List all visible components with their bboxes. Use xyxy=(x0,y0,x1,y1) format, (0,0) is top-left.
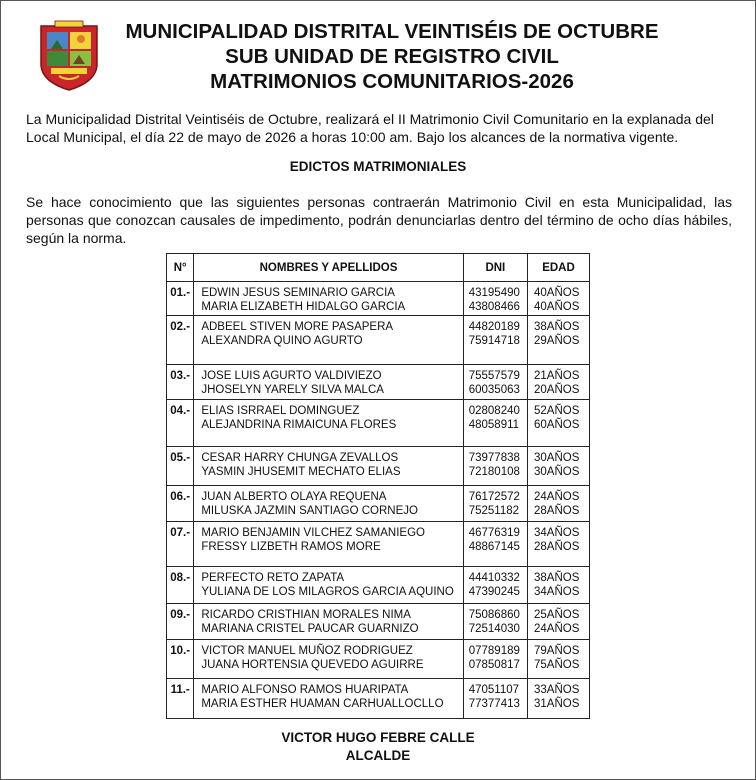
person-name: FRESSY LIZBETH RAMOS MORE xyxy=(201,541,381,553)
row-age-cell xyxy=(527,567,589,604)
dni-value: 75251182 xyxy=(468,505,520,517)
person-name: YASMIN JHUSEMIT MECHATO ELIAS xyxy=(201,466,401,478)
table-row xyxy=(167,640,590,679)
dni-value: 77377413 xyxy=(468,698,520,710)
row-dni-cell xyxy=(463,400,527,447)
age-value: 75AÑOS xyxy=(533,659,580,671)
table-row xyxy=(167,365,590,400)
dni-value: 02808240 xyxy=(468,405,520,417)
age-value: 30AÑOS xyxy=(533,466,580,478)
mayor-name: VICTOR HUGO FEBRE CALLE xyxy=(281,730,475,745)
dni-value: 07789189 xyxy=(468,645,520,657)
person-name: VICTOR MANUEL MUÑOZ RODRIGUEZ xyxy=(201,645,413,657)
row-number: 01.- xyxy=(167,282,194,316)
table-row xyxy=(167,400,590,447)
row-age-cell xyxy=(527,316,589,365)
person-name: MARIA ESTHER HUAMAN CARHUALLOCLLO xyxy=(201,698,444,710)
table-row xyxy=(167,679,590,719)
row-number: 05.- xyxy=(167,447,194,486)
header-dni: DNI xyxy=(463,254,527,282)
row-age-cell xyxy=(527,400,589,447)
age-value: 60AÑOS xyxy=(533,419,580,431)
dni-value: 75914718 xyxy=(468,335,520,347)
person-name: JUANA HORTENSIA QUEVEDO AGUIRRE xyxy=(201,659,424,671)
table-row xyxy=(167,282,590,316)
row-dni-cell xyxy=(463,640,527,679)
row-names-cell xyxy=(194,447,463,486)
dni-value: 43195490 xyxy=(468,287,520,299)
document-header xyxy=(100,19,684,94)
row-number: 06.- xyxy=(167,486,194,522)
age-value: 40AÑOS xyxy=(533,301,580,313)
age-value: 25AÑOS xyxy=(533,609,580,621)
row-names-cell xyxy=(194,316,463,365)
row-dni-cell xyxy=(463,282,527,316)
row-dni-cell xyxy=(463,316,527,365)
dni-value: 48058911 xyxy=(468,419,520,431)
row-number: 04.- xyxy=(167,400,194,447)
header-names: NOMBRES Y APELLIDOS xyxy=(194,254,463,282)
dni-value: 44820189 xyxy=(468,321,520,333)
age-value: 38AÑOS xyxy=(533,572,580,584)
age-value: 31AÑOS xyxy=(533,698,580,710)
row-age-cell xyxy=(527,640,589,679)
age-value: 33AÑOS xyxy=(533,684,580,696)
person-name: JUAN ALBERTO OLAYA REQUENA xyxy=(201,491,387,503)
person-name: JHOSELYN YARELY SILVA MALCA xyxy=(201,384,384,396)
dni-value: 73977838 xyxy=(468,452,520,464)
row-number: 08.- xyxy=(167,567,194,604)
row-number: 11.- xyxy=(167,679,194,719)
table-row xyxy=(167,447,590,486)
table-row xyxy=(167,604,590,640)
dni-value: 76172572 xyxy=(468,491,520,503)
row-dni-cell xyxy=(463,365,527,400)
row-names-cell xyxy=(194,486,463,522)
age-value: 20AÑOS xyxy=(533,384,580,396)
table-row xyxy=(167,522,590,567)
person-name: CESAR HARRY CHUNGA ZEVALLOS xyxy=(201,452,399,464)
office-title: SUB UNIDAD DE REGISTRO CIVIL xyxy=(225,45,559,68)
person-name: JOSE LUIS AGURTO VALDIVIEZO xyxy=(201,370,382,382)
row-names-cell xyxy=(194,522,463,567)
dni-value: 72180108 xyxy=(468,466,520,478)
dni-value: 46776319 xyxy=(468,527,520,539)
municipality-title: MUNICIPALIDAD DISTRITAL VEINTISÉIS DE OCTUBRE xyxy=(125,20,659,43)
person-name: EDWIN JESUS SEMINARIO GARCIA xyxy=(201,287,395,299)
person-name: ADBEEL STIVEN MORE PASAPERA xyxy=(201,321,394,333)
age-value: 79AÑOS xyxy=(533,645,580,657)
row-age-cell xyxy=(527,679,589,719)
person-name: MARIO BENJAMIN VILCHEZ SAMANIEGO xyxy=(201,527,425,539)
row-number: 09.- xyxy=(167,604,194,640)
age-value: 34AÑOS xyxy=(533,586,580,598)
dni-value: 07850817 xyxy=(468,659,520,671)
person-name: RICARDO CRISTHIAN MORALES NIMA xyxy=(201,609,411,621)
person-name: MARIA ELIZABETH HIDALGO GARCIA xyxy=(201,301,406,313)
event-title: MATRIMONIOS COMUNITARIOS-2026 xyxy=(210,70,574,93)
row-number: 02.- xyxy=(167,316,194,365)
dni-value: 75557579 xyxy=(468,370,520,382)
age-value: 38AÑOS xyxy=(533,321,580,333)
age-value: 34AÑOS xyxy=(533,527,580,539)
header-number: N° xyxy=(167,254,194,282)
person-name: PERFECTO RETO ZAPATA xyxy=(201,572,345,584)
table-row xyxy=(167,567,590,604)
age-value: 28AÑOS xyxy=(533,505,580,517)
row-dni-cell xyxy=(463,604,527,640)
dni-value: 47051107 xyxy=(468,684,520,696)
row-age-cell xyxy=(527,522,589,567)
row-dni-cell xyxy=(463,447,527,486)
municipal-shield-icon xyxy=(37,20,101,92)
signature-block xyxy=(0,729,756,765)
person-name: MARIANA CRISTEL PAUCAR GUARNIZO xyxy=(201,623,419,635)
row-number: 10.- xyxy=(167,640,194,679)
table-row xyxy=(167,316,590,365)
person-name: MILUSKA JAZMIN SANTIAGO CORNEJO xyxy=(201,505,418,517)
marriage-registry-table xyxy=(166,253,590,719)
age-value: 24AÑOS xyxy=(533,491,580,503)
section-title: EDICTOS MATRIMONIALES xyxy=(289,159,467,174)
table-header-row xyxy=(167,254,590,282)
age-value: 40AÑOS xyxy=(533,287,580,299)
row-age-cell xyxy=(527,365,589,400)
row-names-cell xyxy=(194,604,463,640)
age-value: 52AÑOS xyxy=(533,405,580,417)
person-name: ALEXANDRA QUINO AGURTO xyxy=(201,335,363,347)
row-names-cell xyxy=(194,282,463,316)
dni-value: 75086860 xyxy=(468,609,520,621)
table-row xyxy=(167,486,590,522)
row-names-cell xyxy=(194,365,463,400)
row-age-cell xyxy=(527,282,589,316)
age-value: 30AÑOS xyxy=(533,452,580,464)
age-value: 21AÑOS xyxy=(533,370,580,382)
person-name: YULIANA DE LOS MILAGROS GARCIA AQUINO xyxy=(201,586,454,598)
dni-value: 48867145 xyxy=(468,541,520,553)
mayor-title: ALCALDE xyxy=(345,748,411,763)
row-dni-cell xyxy=(463,486,527,522)
row-names-cell xyxy=(194,567,463,604)
row-dni-cell xyxy=(463,679,527,719)
row-age-cell xyxy=(527,486,589,522)
dni-value: 44410332 xyxy=(468,572,520,584)
intro-paragraph: La Municipalidad Distrital Veintiséis de Octubre, realizará el II Matrimonio Civil Comunitario en la explanada del Local Municipal, el día 22 de mayo de 2026 a horas 10:00 am. Bajo los alcances de la normativa vigente. xyxy=(26,111,714,145)
person-name: ALEJANDRINA RIMAICUNA FLORES xyxy=(201,419,397,431)
row-names-cell xyxy=(194,400,463,447)
dni-value: 43808466 xyxy=(468,301,520,313)
header-age: EDAD xyxy=(527,254,589,282)
row-names-cell xyxy=(194,640,463,679)
person-name: ELIAS ISRRAEL DOMINGUEZ xyxy=(201,405,360,417)
row-age-cell xyxy=(527,447,589,486)
dni-value: 47390245 xyxy=(468,586,520,598)
row-dni-cell xyxy=(463,567,527,604)
row-number: 03.- xyxy=(167,365,194,400)
row-names-cell xyxy=(194,679,463,719)
notice-paragraph: Se hace conocimiento que las siguientes personas contraerán Matrimonio Civil en esta Municipalidad, las personas que conozcan causales de impedimento, podrán denunciarlas dentro del término de ocho días hábiles, según la norma. xyxy=(26,194,732,246)
dni-value: 72514030 xyxy=(468,623,520,635)
row-dni-cell xyxy=(463,522,527,567)
age-value: 24AÑOS xyxy=(533,623,580,635)
dni-value: 60035063 xyxy=(468,384,520,396)
row-number: 07.- xyxy=(167,522,194,567)
person-name: MARIO ALFONSO RAMOS HUARIPATA xyxy=(201,684,409,696)
age-value: 29AÑOS xyxy=(533,335,580,347)
row-age-cell xyxy=(527,604,589,640)
age-value: 28AÑOS xyxy=(533,541,580,553)
